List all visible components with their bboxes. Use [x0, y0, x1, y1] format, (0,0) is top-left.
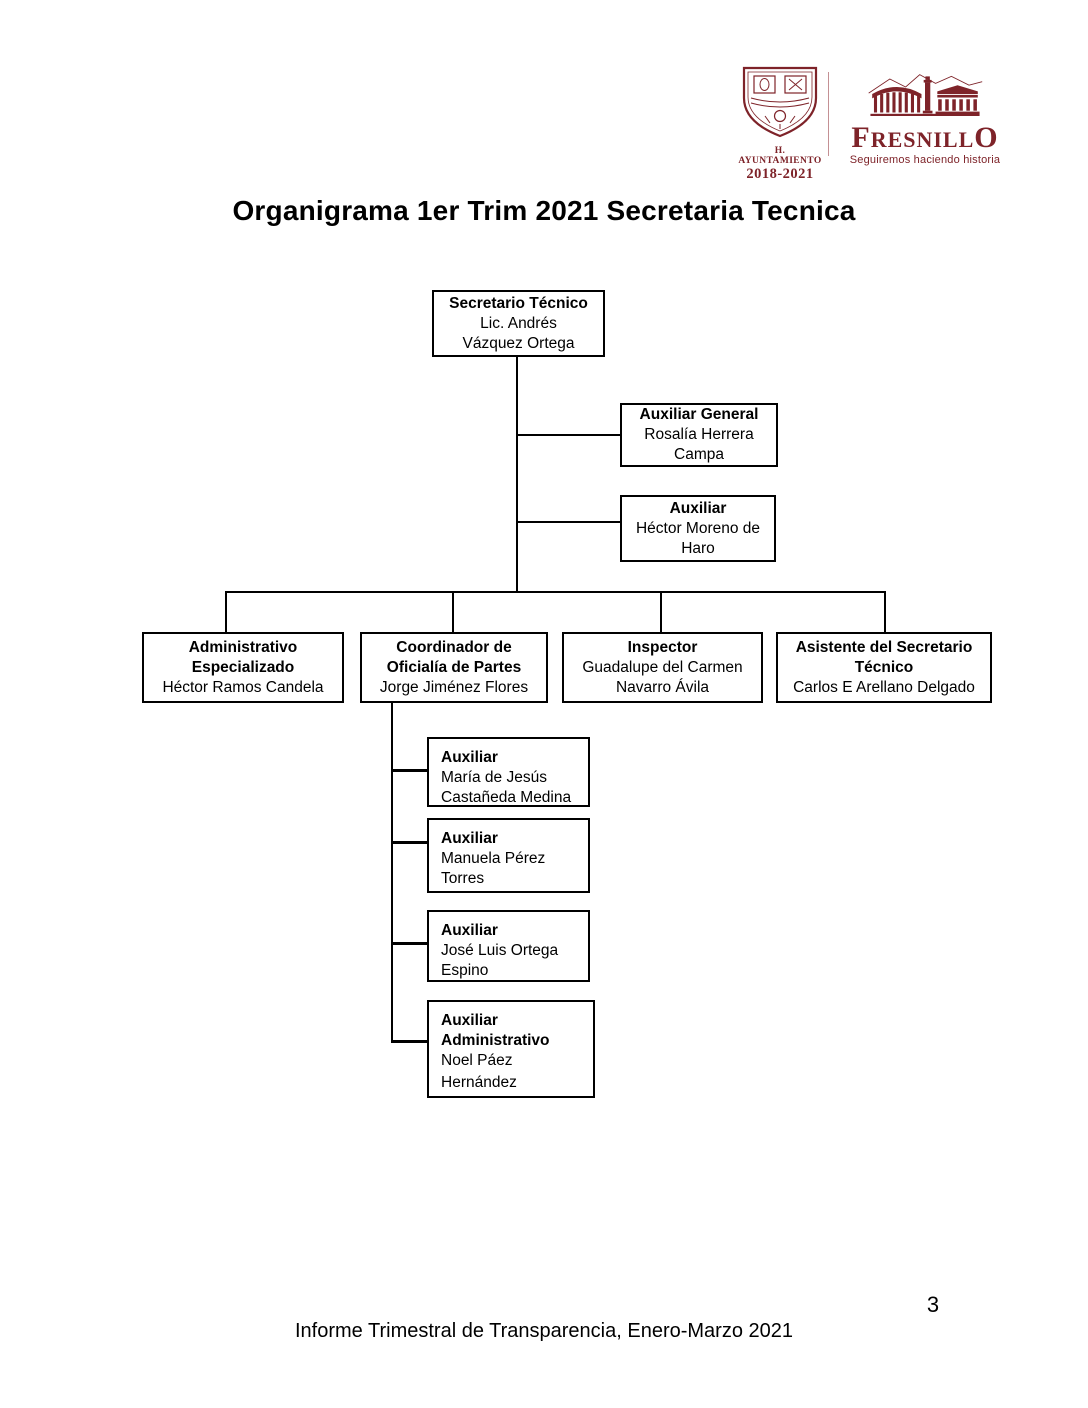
connector-drop-administrativo — [225, 591, 227, 632]
fresnillo-logo — [843, 72, 1007, 166]
brand-tagline: Seguiremos haciendo historia — [849, 154, 1001, 166]
node-title: Técnico — [854, 658, 914, 676]
brand-wordmark — [843, 123, 1007, 153]
node-title: Auxiliar — [441, 830, 498, 847]
connector-drop-inspector — [660, 591, 662, 632]
connector-row2-horizontal — [225, 591, 886, 593]
node-title: Auxiliar — [441, 922, 498, 939]
node-person: Rosalía Herrera — [644, 426, 754, 443]
node-title: Asistente del Secretario — [795, 638, 973, 656]
node-person: Noel Páez — [441, 1052, 513, 1069]
node-person: Hernández — [441, 1074, 517, 1091]
fresnillo-skyline-icon — [859, 72, 991, 116]
connector-to-auxiliar-hector — [516, 521, 620, 523]
node-person: José Luis Ortega — [441, 942, 559, 959]
connector-coordinador-down — [391, 703, 393, 1042]
node-title: Oficialía de Partes — [386, 658, 522, 676]
org-node-auxiliar-manuela — [427, 818, 590, 893]
page-title: Organigrama 1er Trim 2021 Secretaria Tecnica — [232, 195, 856, 226]
node-person: Vázquez Ortega — [462, 334, 575, 352]
node-title: Secretario Técnico — [449, 294, 588, 312]
node-person: Jorge Jiménez Flores — [379, 678, 529, 696]
ayuntamiento-crest — [736, 64, 824, 183]
connector-drop-asistente — [884, 591, 886, 632]
crest-years: 2018-2021 — [746, 166, 814, 182]
node-person: Torres — [441, 870, 485, 887]
node-person: Campa — [674, 446, 724, 463]
node-title: Inspector — [627, 638, 698, 656]
node-person: Espino — [441, 962, 489, 979]
brand-letters-mid: RESNILL — [870, 127, 975, 152]
node-title: Administrativo — [441, 1032, 550, 1049]
org-node-secretario-tecnico — [432, 290, 605, 357]
org-node-auxiliar-jose — [427, 910, 590, 982]
node-person: Lic. Andrés — [480, 314, 557, 332]
org-node-coordinador-oficialia — [360, 632, 548, 703]
node-person: Navarro Ávila — [615, 678, 710, 696]
org-node-asistente-secretario — [776, 632, 992, 703]
node-title: Auxiliar — [441, 1012, 498, 1029]
org-node-inspector — [562, 632, 763, 703]
logo-divider — [828, 72, 829, 156]
connector-to-aux-maria — [391, 769, 427, 772]
connector-secretario-down — [516, 357, 518, 593]
org-node-auxiliar-hector — [620, 495, 776, 562]
connector-to-aux-manuela — [391, 841, 427, 844]
org-node-auxiliar-maria — [427, 737, 590, 807]
node-person: Manuela Pérez — [441, 850, 546, 867]
crest-caption: H. AYUNTAMIENTO — [738, 146, 822, 166]
connector-drop-coordinador — [452, 591, 454, 632]
page-number: 3 — [926, 1292, 940, 1317]
node-title: Auxiliar — [441, 749, 498, 766]
node-person: Carlos E Arellano Delgado — [793, 678, 975, 696]
connector-to-aux-jose — [391, 942, 427, 945]
node-person: Héctor Ramos Candela — [162, 678, 324, 696]
node-title: Auxiliar General — [639, 406, 759, 423]
node-person: Guadalupe del Carmen — [582, 658, 743, 676]
org-node-auxiliar-administrativo-noel — [427, 1000, 595, 1098]
node-title: Coordinador de — [396, 638, 512, 656]
org-node-auxiliar-general — [620, 403, 778, 467]
org-node-administrativo-especializado — [142, 632, 344, 703]
connector-to-auxiliar-general — [516, 434, 620, 436]
node-title: Auxiliar — [669, 499, 727, 517]
crest-shield-icon — [737, 64, 823, 140]
connector-to-aux-noel — [391, 1040, 427, 1043]
node-person: Haro — [681, 539, 715, 557]
node-title: Administrativo — [188, 638, 298, 656]
footer-text: Informe Trimestral de Transparencia, Enero-Marzo 2021 — [295, 1320, 793, 1342]
brand-letter-o: O — [974, 121, 999, 154]
brand-letter-f: F — [851, 121, 871, 154]
node-title: Especializado — [191, 658, 295, 676]
node-person: Héctor Moreno de — [635, 519, 761, 537]
node-person: María de Jesús — [441, 769, 547, 786]
node-person: Castañeda Medina — [441, 789, 572, 806]
